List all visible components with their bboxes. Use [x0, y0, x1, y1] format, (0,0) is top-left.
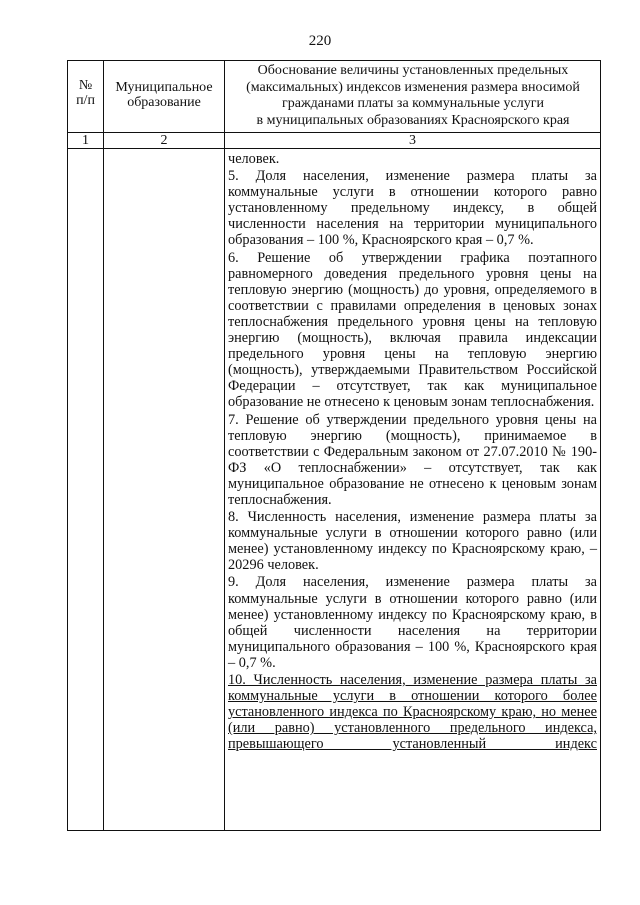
paragraph-item-5: 5. Доля населения, изменение размера платы за коммунальные услуги в отношении которого равно установленному предельному индексу, в общей численности населения на территории муниципального образования – 100 %, Красноярского края – 0,7 %.	[228, 168, 597, 249]
column-number-3: 3	[409, 133, 416, 148]
table-border-top	[67, 60, 601, 61]
header-cell-justification: Обоснование величины установленных предельных (максимальных) индексов изменения размера вносимой гражданами платы за коммунальные услуги в муниципальных образованиях Красноярского края	[246, 63, 580, 128]
table-border-left	[67, 60, 68, 831]
column-number-2: 2	[160, 133, 168, 148]
paragraph-item-10: 10. Численность населения, изменение размера платы за коммунальные услуги в отношении которого более установленного индекса по Красноярскому краю, но менее (или равно) установленного предельного индекса, превышающего установленный индекс	[228, 672, 597, 753]
table-border-bottom	[67, 830, 601, 831]
justification-text	[228, 151, 597, 752]
column-divider-2	[224, 60, 225, 831]
paragraph-continuation: человек.	[228, 151, 280, 167]
paragraph-item-8: 8. Численность населения, изменение размера платы за коммунальные услуги в отношении которого равно (или менее) установленному индексу по Красноярскому краю, – 20296 человек.	[228, 509, 597, 574]
paragraph-item-6: 6. Решение об утверждении графика поэтапного равномерного доведения предельного уровня цены на тепловую энергию (мощность) до уровня, определяемого в соответствии с правилами определения в ценовых зонах теплоснабжения предельного уровня цены на тепловую энергию (мощность), включая правила индексации предельного уровня цены на тепловую энергию (мощность), утверждаемыми Правительством Российской Федерации – отсутствует, так как муниципальное образование не отнесено к ценовым зонам теплоснабжения.	[228, 249, 597, 411]
header-cell-municipality: Муниципальное образование	[115, 80, 213, 110]
number-row-divider	[67, 148, 601, 149]
page-number: 220	[308, 33, 332, 49]
header-cell-number: № п/п	[76, 78, 95, 108]
column-number-1: 1	[82, 133, 89, 148]
paragraph-item-9: 9. Доля населения, изменение размера платы за коммунальные услуги в отношении которого равно (или менее) установленному индексу по Красноярскому краю, в общей численности населения на территории муниципального образования – 100 %, Красноярского края – 0,7 %.	[228, 574, 597, 671]
table-border-right	[600, 60, 601, 831]
column-divider-1	[103, 60, 104, 831]
paragraph-item-7: 7. Решение об утверждении предельного уровня цены на тепловую энергию (мощность), принимаемое в соответствии с Федеральным законом от 27.07.2010 № 190-ФЗ «О теплоснабжении» – отсутствует, так как муниципальное образование не отнесено к ценовым зонам теплоснабжения.	[228, 411, 597, 508]
